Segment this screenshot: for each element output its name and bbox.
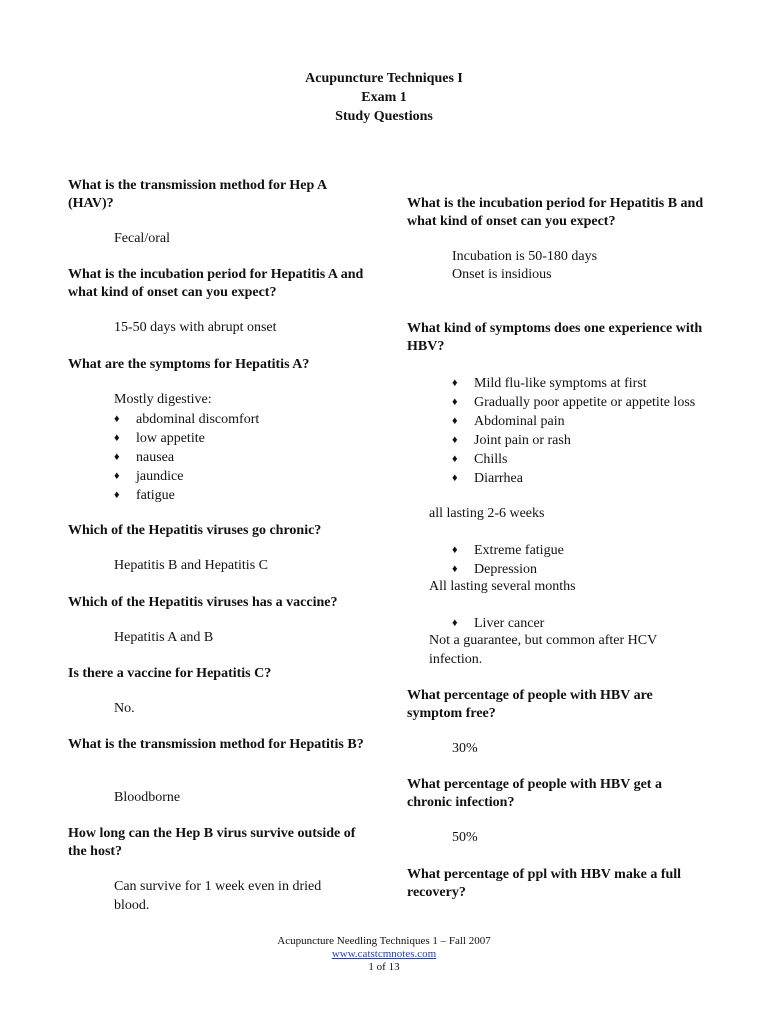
list-item: ♦ abdominal discomfort xyxy=(114,412,260,427)
answer-hav-symptoms-intro: Mostly digestive: xyxy=(114,392,212,407)
diamond-bullet-icon: ♦ xyxy=(452,396,458,408)
answer-hbv-incubation-period: Incubation is 50-180 days xyxy=(452,249,598,264)
diamond-bullet-icon: ♦ xyxy=(452,453,458,465)
question-hav-transmission: What is the transmission method for Hep A (HAV)? xyxy=(68,178,327,211)
list-item: ♦ fatigue xyxy=(114,488,175,503)
answer-hav-transmission: Fecal/oral xyxy=(114,231,170,246)
question-hbv-survival: How long can the Hep B virus survive outside of the host? xyxy=(68,826,356,859)
list-item: ♦ Extreme fatigue xyxy=(452,543,564,558)
question-hbv-incubation: What is the incubation period for Hepatitis B and what kind of onset can you expect? xyxy=(407,196,704,229)
list-item: ♦ Joint pain or rash xyxy=(452,433,571,448)
question-hbv-symptoms: What kind of symptoms does one experience with HBV? xyxy=(407,321,703,354)
footer-course: Acupuncture Needling Techniques 1 – Fall 2007 xyxy=(277,935,491,947)
diamond-bullet-icon: ♦ xyxy=(452,377,458,389)
page-number: 1 of 13 xyxy=(368,961,400,973)
hbv-liver-cancer-note: Not a guarantee, but common after HCV infection. xyxy=(429,633,657,667)
diamond-bullet-icon: ♦ xyxy=(114,489,120,501)
question-hav-symptoms: What are the symptoms for Hepatitis A? xyxy=(68,357,310,372)
list-item: ♦ nausea xyxy=(114,450,175,465)
list-item: ♦ Gradually poor appetite or appetite loss xyxy=(452,395,696,410)
list-item: ♦ Diarrhea xyxy=(452,471,523,486)
answer-hbv-survival: Can survive for 1 week even in dried blood. xyxy=(114,879,322,913)
list-item: ♦ Chills xyxy=(452,452,508,467)
list-item: ♦ jaundice xyxy=(114,469,184,484)
answer-hcv-vaccine: No. xyxy=(114,701,135,716)
hbv-duration-note-2: All lasting several months xyxy=(429,579,576,594)
diamond-bullet-icon: ♦ xyxy=(452,563,458,575)
question-hbv-chronic: What percentage of people with HBV get a chronic infection? xyxy=(407,777,662,810)
title-line-2: Exam 1 xyxy=(361,90,407,105)
answer-hbv-chronic: 50% xyxy=(452,830,478,845)
question-hbv-recovery: What percentage of ppl with HBV make a full recovery? xyxy=(407,867,682,900)
answer-hepatitis-vaccine: Hepatitis A and B xyxy=(114,630,214,645)
answer-hbv-transmission: Bloodborne xyxy=(114,790,181,805)
diamond-bullet-icon: ♦ xyxy=(114,470,120,482)
list-item: ♦ Abdominal pain xyxy=(452,414,565,429)
question-hepatitis-vaccine: Which of the Hepatitis viruses has a vaccine? xyxy=(68,595,338,610)
diamond-bullet-icon: ♦ xyxy=(114,432,120,444)
list-item: ♦ Mild flu-like symptoms at first xyxy=(452,376,647,391)
diamond-bullet-icon: ♦ xyxy=(114,413,120,425)
diamond-bullet-icon: ♦ xyxy=(452,434,458,446)
diamond-bullet-icon: ♦ xyxy=(452,472,458,484)
hbv-symptom-list-1 xyxy=(452,374,712,488)
answer-hepatitis-chronic: Hepatitis B and Hepatitis C xyxy=(114,558,268,573)
footer-website-link[interactable]: www.catstcmnotes.com xyxy=(331,948,437,960)
answer-hbv-symptom-free: 30% xyxy=(452,741,478,756)
diamond-bullet-icon: ♦ xyxy=(452,544,458,556)
question-hbv-symptom-free: What percentage of people with HBV are symptom free? xyxy=(407,688,653,721)
answer-hav-incubation: 15-50 days with abrupt onset xyxy=(114,320,277,335)
question-hepatitis-chronic: Which of the Hepatitis viruses go chronic? xyxy=(68,523,322,538)
hbv-symptom-list-2 xyxy=(452,541,712,579)
answer-hbv-onset: Onset is insidious xyxy=(452,267,552,282)
title-line-1: Acupuncture Techniques I xyxy=(305,71,463,86)
question-hav-incubation: What is the incubation period for Hepatitis A and what kind of onset can you expect? xyxy=(68,267,364,300)
page-footer xyxy=(0,935,768,974)
question-hbv-transmission: What is the transmission method for Hepatitis B? xyxy=(68,737,364,752)
diamond-bullet-icon: ♦ xyxy=(114,451,120,463)
title-line-3: Study Questions xyxy=(335,109,433,124)
hav-symptom-list xyxy=(114,410,364,505)
hbv-symptom-list-3 xyxy=(452,614,712,633)
document-title xyxy=(0,69,768,126)
list-item: ♦ Liver cancer xyxy=(452,616,545,631)
question-hcv-vaccine: Is there a vaccine for Hepatitis C? xyxy=(68,666,272,681)
list-item: ♦ Depression xyxy=(452,562,537,577)
diamond-bullet-icon: ♦ xyxy=(452,415,458,427)
diamond-bullet-icon: ♦ xyxy=(452,617,458,629)
list-item: ♦ low appetite xyxy=(114,431,205,446)
hbv-duration-note-1: all lasting 2-6 weeks xyxy=(429,506,545,521)
